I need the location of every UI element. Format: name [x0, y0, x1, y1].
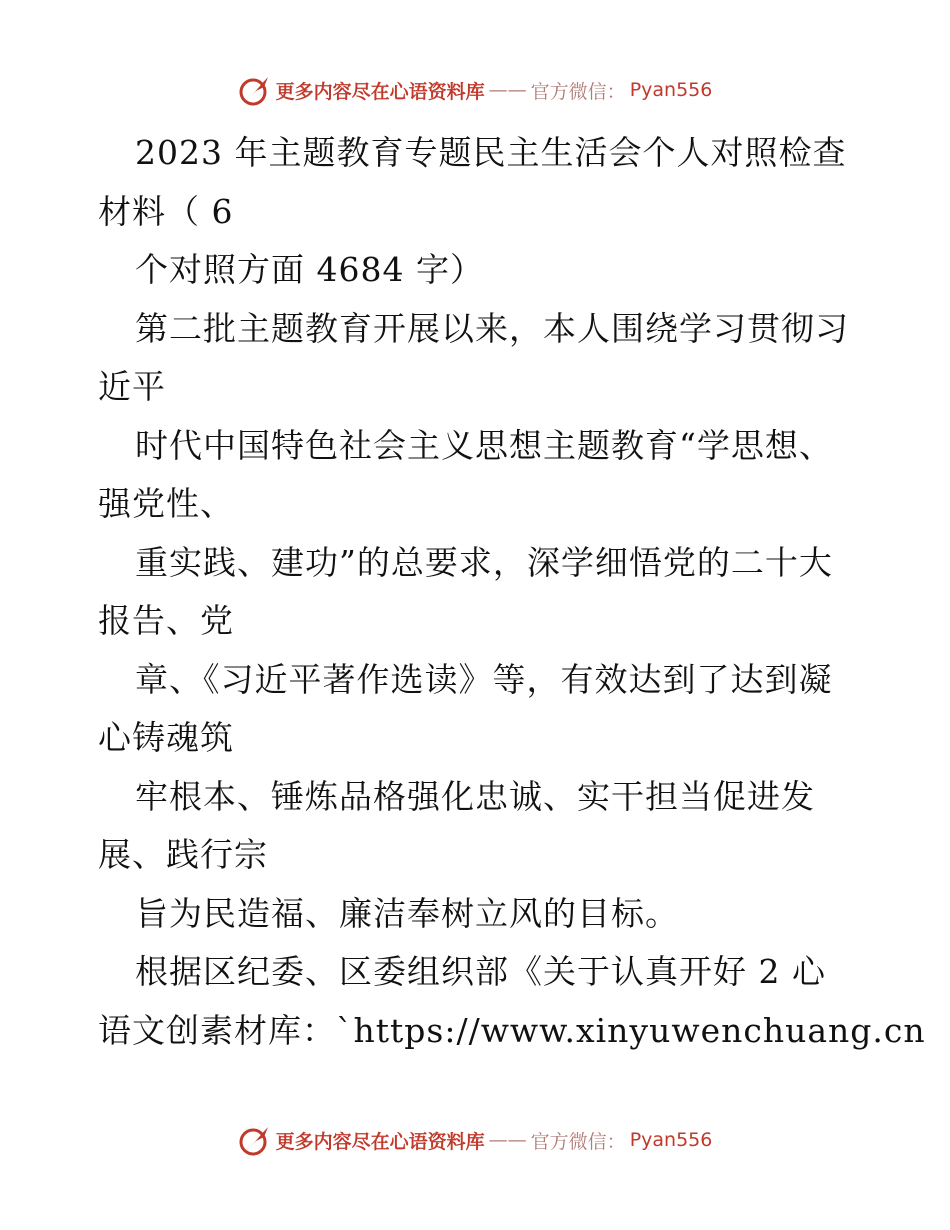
- watermark-wechat-id: Pyan556: [629, 79, 713, 101]
- watermark-wechat-label: 官方微信：: [530, 1130, 626, 1153]
- doc-line: 旨为民造福、廉洁奉树立风的目标。: [135, 893, 679, 933]
- feather-quill-circle-icon: [238, 1123, 272, 1157]
- doc-line: 2023 年主题教育专题民主生活会个人对照检查: [135, 133, 847, 172]
- doc-line: 根据区纪委、区委组织部《关于认真开好 2 心: [135, 952, 826, 991]
- watermark-wechat-id: Pyan556: [629, 1129, 713, 1151]
- doc-line: 展、践行宗: [98, 835, 268, 874]
- footer-watermark: [0, 1120, 950, 1160]
- doc-line: 强党性、: [98, 484, 234, 523]
- watermark-site-name: 更多内容尽在心语资料库: [275, 80, 485, 103]
- doc-line: 个对照方面 4684 字）: [135, 250, 484, 289]
- doc-line: 时代中国特色社会主义思想主题教育“学思想、: [135, 425, 833, 465]
- doc-line: 牢根本、锤炼品格强化忠诚、实干担当促进发: [135, 776, 815, 816]
- doc-line-source-url: 语文创素材库：`https://www.xinyuwenchuang.cn: [98, 1010, 926, 1050]
- doc-line: 材料（ 6: [98, 191, 234, 231]
- watermark-wechat-label: 官方微信：: [530, 80, 626, 103]
- doc-line: 报告、党: [98, 601, 234, 640]
- feather-quill-circle-icon: [238, 73, 272, 107]
- doc-line: 近平: [98, 367, 166, 406]
- watermark-dash: ——: [488, 79, 527, 101]
- watermark-site-name: 更多内容尽在心语资料库: [275, 1130, 485, 1153]
- document-body: [98, 124, 926, 1060]
- doc-line: 心铸魂筑: [98, 718, 234, 757]
- doc-line: 重实践、建功”的总要求，深学细悟党的二十大: [135, 542, 833, 582]
- doc-line: 第二批主题教育开展以来，本人围绕学习贯彻习: [135, 308, 849, 348]
- watermark-dash: ——: [488, 1129, 527, 1151]
- header-watermark: [0, 70, 950, 110]
- doc-line: 章、《习近平著作选读》等，有效达到了达到凝: [135, 659, 833, 699]
